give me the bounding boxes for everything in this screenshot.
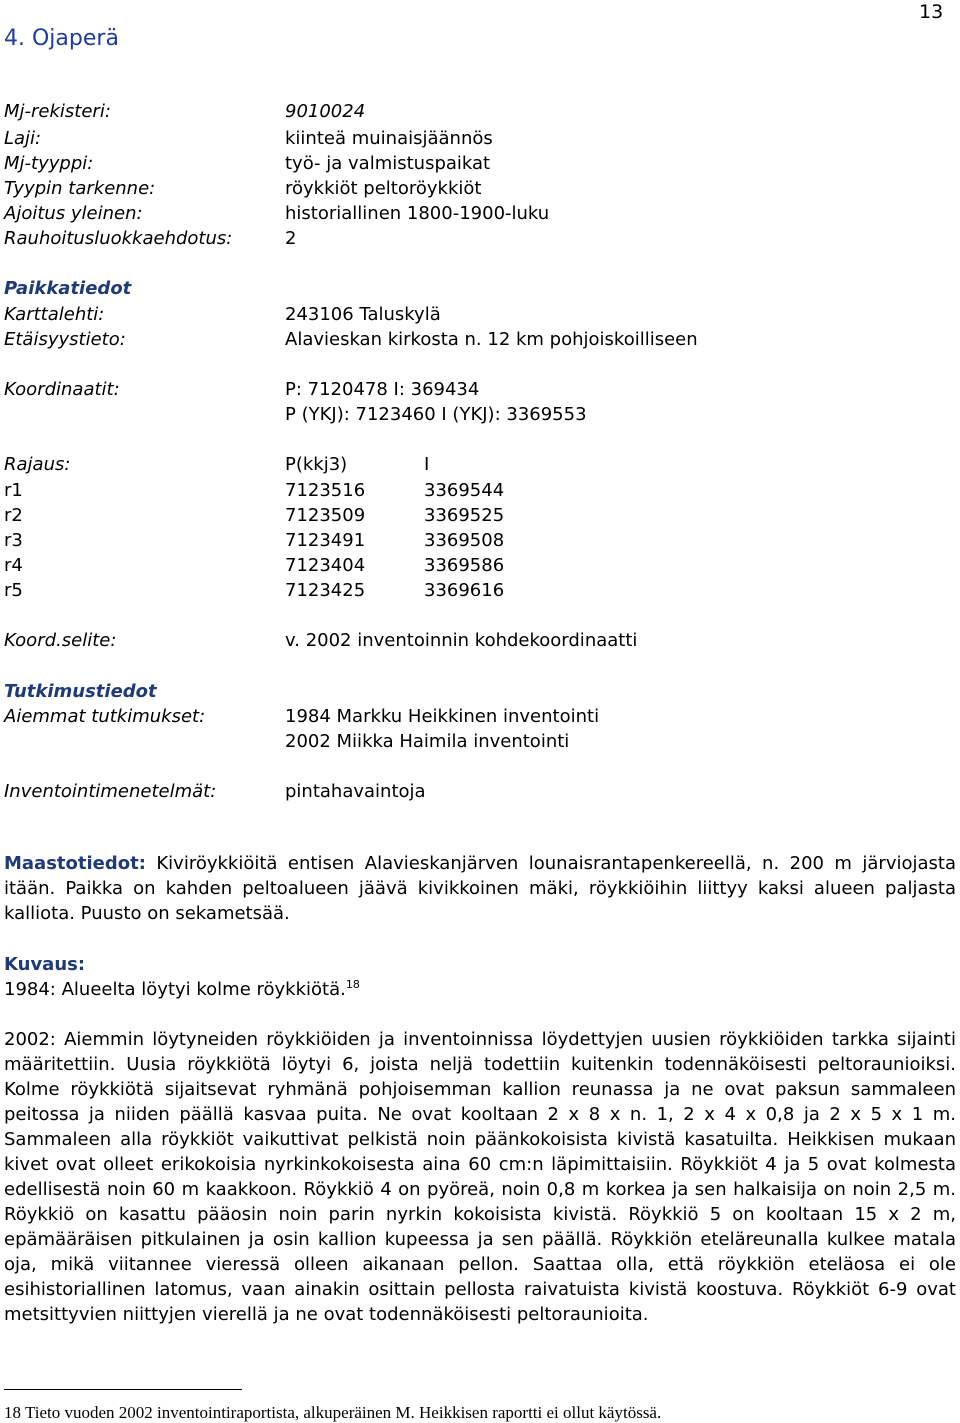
type-label: Laji: (4, 128, 42, 149)
coordinate-note-value: v. 2002 inventoinnin kohdekoordinaatti (285, 630, 638, 651)
description-2002: 2002: Aiemmin löytyneiden röykkiöiden ja inventoinnissa löydettyjen uusien röykkiöiden tarkka sijainti määritettiin. Uusia röykkiötä löytyi 6, joista neljä todettiin kuitenkin todennäköisesti peltoraunioiksi. Kolme röykkiötä sijaitsevat ryhmänä pohjoisemman kallion reunassa ja ne ovat paksun sammaleen peitossa ja niiden päällä kasvaa puita. Ne ovat kooltaan 2 x 8 x n. 1, 2 x 4 x 0,8 ja 2 x 5 x 1 m. Sammaleen alla röykkiöt vaikuttivat pelkistä noin päänkokoisista kivistä kasatuilta. Heikkisen mukaan kivet ovat olleet erikokoisia nyrkinkokoisesta aina 60 cm:n läpimittaisiin. Röykkiöt 4 ja 5 ovat kolmesta edellisestä noin 60 m kaakkoon. Röykkiö 4 on pyöreä, noin 0,8 m korkea ja sen halkaisija on noin 2,5 m. Röykkiö on kasattu pääosin noin parin nyrkin kokoisista kivistä. Röykkiö 5 on kooltaan 15 x 2 m, epämääräisen pitkulainen ja osin kallion kupeessa ja sen päällä. Röykkiön eteläreunalla kulkee matala oja, mikä viitannee vieressä olleen aikanaan pellon. Saattaa olla, että röykkiön eteläosa ei ole esihistoriallinen latomus, vaan ainakin osittain pellosta raivatuista kivistä koostuva. Röykkiöt 6-9 ovat metsittyvien niittyjen vierellä ja ne ovat todennäköisesti peltoraunioita. (4, 1029, 956, 1325)
boundary-row-i: 3369508 (424, 530, 505, 551)
register-label: Mj-rekisteri: (4, 101, 111, 122)
boundary-row-id: r1 (4, 480, 23, 501)
map-sheet-value: 243106 Taluskylä (285, 304, 441, 325)
subtype-label: Mj-tyyppi: (4, 153, 94, 174)
description-1984 (4, 977, 956, 1002)
footnote-rule (4, 1389, 242, 1390)
type-value: kiinteä muinaisjäännös (285, 128, 493, 149)
boundary-row-id: r3 (4, 530, 23, 551)
boundary-col-p: P(kkj3) (285, 454, 348, 475)
method-value: pintahavaintoja (285, 781, 426, 802)
previous-research-label: Aiemmat tutkimukset: (4, 706, 206, 727)
location-heading: Paikkatiedot (4, 278, 132, 299)
dating-label: Ajoitus yleinen: (4, 203, 143, 224)
type-detail-value: röykkiöt peltoröykkiöt (285, 178, 482, 199)
register-value: 9010024 (285, 101, 366, 122)
footnote-number: 18 (4, 1403, 21, 1422)
boundary-row-p: 7123491 (285, 530, 366, 551)
protection-label: Rauhoitusluokkaehdotus: (4, 228, 233, 249)
previous-research-2: 2002 Miikka Haimila inventointi (285, 731, 570, 752)
distance-label: Etäisyystieto: (4, 329, 126, 350)
subtype-value: työ- ja valmistuspaikat (285, 153, 491, 174)
boundary-row-p: 7123516 (285, 480, 366, 501)
chapter-title: 4. Ojaperä (4, 26, 119, 51)
type-detail-label: Tyypin tarkenne: (4, 178, 156, 199)
boundary-row-i: 3369586 (424, 555, 505, 576)
terrain-text: Kiviröykkiöitä entisen Alavieskanjärven lounaisrantapenkereellä, n. 200 m järviojasta itään. Paikka on kahden peltoalueen jäävä kivikkoinen mäki, röykkiöihin liittyy kaksi alueen paljasta kalliota. Puusto on sekametsää. (4, 853, 956, 924)
footnote (4, 1403, 661, 1423)
footnote-text: Tieto vuoden 2002 inventointiraportista, alkuperäinen M. Heikkisen raportti ei ollut käytössä. (21, 1403, 662, 1422)
coordinates-line-1: P: 7120478 I: 369434 (285, 379, 480, 400)
research-heading: Tutkimustiedot (4, 681, 157, 702)
boundary-row-p: 7123404 (285, 555, 366, 576)
map-sheet-label: Karttalehti: (4, 304, 105, 325)
coordinates-label: Koordinaatit: (4, 379, 120, 400)
boundary-row-id: r4 (4, 555, 23, 576)
boundary-row-i: 3369525 (424, 505, 505, 526)
boundary-row-i: 3369544 (424, 480, 505, 501)
terrain-label: Maastotiedot: (4, 853, 146, 874)
boundary-row-p: 7123425 (285, 580, 366, 601)
boundary-label: Rajaus: (4, 454, 71, 475)
footnote-ref: 18 (345, 978, 360, 991)
terrain-paragraph (4, 851, 956, 926)
dating-value: historiallinen 1800-1900-luku (285, 203, 550, 224)
boundary-row-p: 7123509 (285, 505, 366, 526)
boundary-row-id: r5 (4, 580, 23, 601)
coordinates-line-2: P (YKJ): 7123460 I (YKJ): 3369553 (285, 404, 587, 425)
protection-value: 2 (285, 228, 297, 249)
boundary-row-id: r2 (4, 505, 23, 526)
boundary-row-i: 3369616 (424, 580, 505, 601)
method-label: Inventointimenetelmät: (4, 781, 217, 802)
description-label: Kuvaus: (4, 954, 86, 975)
page-number: 13 (919, 1, 944, 23)
distance-value: Alavieskan kirkosta n. 12 km pohjoiskoilliseen (285, 329, 698, 350)
coordinate-note-label: Koord.selite: (4, 630, 117, 651)
previous-research-1: 1984 Markku Heikkinen inventointi (285, 706, 600, 727)
description-1984-text: 1984: Alueelta löytyi kolme röykkiötä. (4, 979, 346, 1000)
boundary-col-i: I (424, 454, 430, 475)
